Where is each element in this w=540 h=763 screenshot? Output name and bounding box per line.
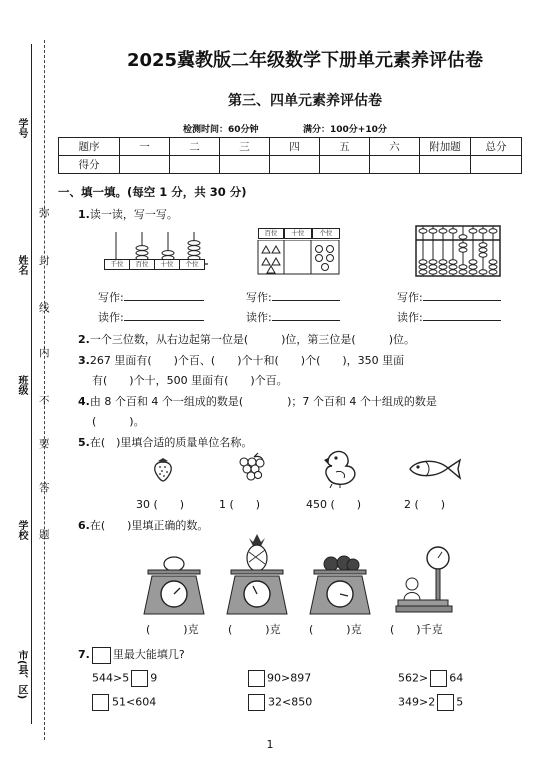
scale-tomatoes-icon bbox=[306, 548, 374, 618]
write-label: 写作: bbox=[246, 291, 272, 304]
read-label: 读作: bbox=[397, 311, 423, 324]
page-number: 1 bbox=[266, 738, 274, 751]
seal-char: 要 bbox=[39, 438, 50, 450]
section-title: 一、填一填。(每空 1 分，共 30 分) bbox=[58, 185, 247, 199]
question-text: 在( )里填正确的数。 bbox=[89, 519, 209, 532]
score-table-cell: 一 bbox=[120, 138, 170, 156]
compare-post: 32<850 bbox=[268, 695, 313, 709]
question-5 bbox=[78, 434, 252, 450]
compare-post: 51<604 bbox=[112, 695, 157, 709]
place-table-header: 十位 bbox=[284, 228, 312, 239]
mass-item: 450 ( ) bbox=[306, 498, 362, 511]
question-number: 4. bbox=[78, 395, 90, 408]
name-label: 姓名 bbox=[16, 255, 27, 275]
region-label: 市(县、区) bbox=[16, 650, 27, 700]
class-label: 班级 bbox=[16, 375, 27, 395]
write-line-1 bbox=[98, 289, 204, 305]
score-entry-cell[interactable] bbox=[270, 156, 320, 174]
frame-abacus-picture bbox=[414, 224, 502, 278]
exam-full-score: 满分：100分+10分 bbox=[303, 125, 387, 135]
answer-box-sample bbox=[92, 647, 111, 664]
score-table bbox=[58, 137, 522, 174]
question-2 bbox=[78, 331, 415, 347]
duck-icon bbox=[318, 444, 362, 488]
digit-answer-box[interactable] bbox=[437, 694, 454, 711]
compare-pre: 544>5 bbox=[92, 671, 130, 685]
compare-post: 90>897 bbox=[267, 671, 312, 685]
score-table-cell: 三 bbox=[220, 138, 270, 156]
mass-item: 1 ( ) bbox=[219, 498, 261, 511]
score-entry-cell[interactable] bbox=[220, 156, 270, 174]
question-number: 3. bbox=[78, 354, 90, 367]
score-table-cell: 二 bbox=[170, 138, 220, 156]
write-answer-blank[interactable] bbox=[423, 290, 501, 301]
grapes-icon bbox=[236, 451, 268, 485]
question-number: 1. bbox=[78, 208, 90, 221]
strawberry-icon bbox=[150, 455, 176, 483]
compare-item bbox=[92, 694, 156, 711]
digit-answer-box[interactable] bbox=[92, 694, 109, 711]
read-line-3 bbox=[397, 309, 501, 325]
binding-line-outer bbox=[31, 44, 32, 724]
question-7 bbox=[78, 646, 185, 664]
place-table-header: 个位 bbox=[312, 228, 340, 239]
question-3 bbox=[78, 352, 404, 368]
question-4 bbox=[78, 393, 437, 409]
scale-answer: ( )千克 bbox=[390, 623, 443, 636]
question-number: 2. bbox=[78, 333, 90, 346]
score-table-score-row bbox=[59, 156, 522, 174]
score-table-cell: 得分 bbox=[59, 156, 120, 174]
exam-time: 检测时间：60分钟 bbox=[183, 125, 259, 135]
place-value-shapes bbox=[257, 240, 341, 276]
score-table-cell: 六 bbox=[370, 138, 420, 156]
question-text: 一个三位数，从右边起第一位是( )位，第三位是( )位。 bbox=[89, 333, 416, 346]
scale-pineapple-icon bbox=[223, 532, 291, 618]
question-text: 由 8 个百和 4 个一组成的数是( )；7 个百和 4 个十组成的数是 bbox=[89, 395, 437, 408]
abacus-place-label: 千位 bbox=[104, 259, 130, 270]
read-answer-blank[interactable] bbox=[124, 310, 204, 321]
question-text: 里最大能填几? bbox=[112, 648, 185, 661]
compare-item bbox=[92, 670, 157, 687]
read-line-2 bbox=[246, 309, 340, 325]
seal-char: 题 bbox=[39, 529, 50, 541]
question-4-cont: ( )。 bbox=[92, 415, 145, 428]
score-entry-cell[interactable] bbox=[170, 156, 220, 174]
seal-char: 答 bbox=[39, 482, 50, 494]
score-entry-cell[interactable] bbox=[420, 156, 471, 174]
seal-dashed-line bbox=[44, 40, 45, 740]
question-6 bbox=[78, 517, 208, 533]
seal-char: 封 bbox=[39, 255, 50, 267]
student-id-label: 学号 bbox=[16, 118, 27, 138]
abacus-picture bbox=[100, 228, 212, 278]
fish-icon bbox=[406, 456, 462, 482]
abacus-place-label: 十位 bbox=[154, 259, 180, 270]
digit-answer-box[interactable] bbox=[131, 670, 148, 687]
question-3-cont: 有( )个十，500 里面有( )个百。 bbox=[92, 374, 288, 387]
question-text: 267 里面有( )个百、( )个十和( )个( )，350 里面 bbox=[89, 354, 405, 367]
scale-answer: ( )克 bbox=[228, 623, 281, 636]
write-answer-blank[interactable] bbox=[124, 290, 204, 301]
write-answer-blank[interactable] bbox=[272, 290, 340, 301]
scale-peach-icon bbox=[140, 548, 208, 618]
seal-char: 弥 bbox=[39, 207, 50, 219]
seal-char: 线 bbox=[39, 302, 50, 314]
score-entry-cell[interactable] bbox=[471, 156, 522, 174]
seal-char: 不 bbox=[39, 395, 50, 407]
question-number: 7. bbox=[78, 648, 90, 661]
compare-item bbox=[398, 670, 463, 687]
school-label: 学校 bbox=[16, 520, 27, 540]
abacus-place-label: 个位 bbox=[179, 259, 205, 270]
abacus-place-label: 百位 bbox=[129, 259, 155, 270]
read-answer-blank[interactable] bbox=[423, 310, 501, 321]
compare-post: 9 bbox=[150, 671, 158, 685]
write-label: 写作: bbox=[397, 291, 423, 304]
score-entry-cell[interactable] bbox=[370, 156, 420, 174]
read-line-1 bbox=[98, 309, 204, 325]
score-table-cell: 五 bbox=[320, 138, 370, 156]
digit-answer-box[interactable] bbox=[248, 694, 265, 711]
digit-answer-box[interactable] bbox=[430, 670, 447, 687]
digit-answer-box[interactable] bbox=[248, 670, 265, 687]
read-answer-blank[interactable] bbox=[272, 310, 340, 321]
write-label: 写作: bbox=[98, 291, 124, 304]
score-table-cell: 题序 bbox=[59, 138, 120, 156]
page-subtitle: 第三、四单元素养评估卷 bbox=[228, 93, 382, 109]
score-entry-cell[interactable] bbox=[120, 156, 170, 174]
compare-post: 5 bbox=[456, 695, 464, 709]
read-label: 读作: bbox=[98, 311, 124, 324]
question-1 bbox=[78, 206, 178, 222]
score-table-header-row bbox=[59, 138, 522, 156]
write-line-2 bbox=[246, 289, 340, 305]
write-line-3 bbox=[397, 289, 501, 305]
compare-post: 64 bbox=[449, 671, 464, 685]
score-table-cell: 总分 bbox=[471, 138, 522, 156]
scale-answer: ( )克 bbox=[309, 623, 362, 636]
read-label: 读作: bbox=[246, 311, 272, 324]
compare-pre: 349>2 bbox=[398, 695, 436, 709]
scale-answer: ( )克 bbox=[146, 623, 199, 636]
score-table-cell: 附加题 bbox=[420, 138, 471, 156]
mass-item: 2 ( ) bbox=[404, 498, 446, 511]
place-table-header: 百位 bbox=[258, 228, 284, 239]
question-number: 6. bbox=[78, 519, 90, 532]
compare-item bbox=[248, 670, 311, 687]
question-text: 读一读，写一写。 bbox=[89, 208, 178, 221]
question-text: 在( )里填合适的质量单位名称。 bbox=[89, 436, 253, 449]
mass-item: 30 ( ) bbox=[136, 498, 185, 511]
compare-pre: 562> bbox=[398, 671, 429, 685]
score-table-cell: 四 bbox=[270, 138, 320, 156]
compare-item bbox=[248, 694, 312, 711]
seal-char: 内 bbox=[39, 347, 50, 359]
scale-child-icon bbox=[392, 544, 456, 618]
score-entry-cell[interactable] bbox=[320, 156, 370, 174]
compare-item bbox=[398, 694, 463, 711]
page-title: 2025冀教版二年级数学下册单元素养评估卷 bbox=[126, 50, 484, 71]
question-number: 5. bbox=[78, 436, 90, 449]
